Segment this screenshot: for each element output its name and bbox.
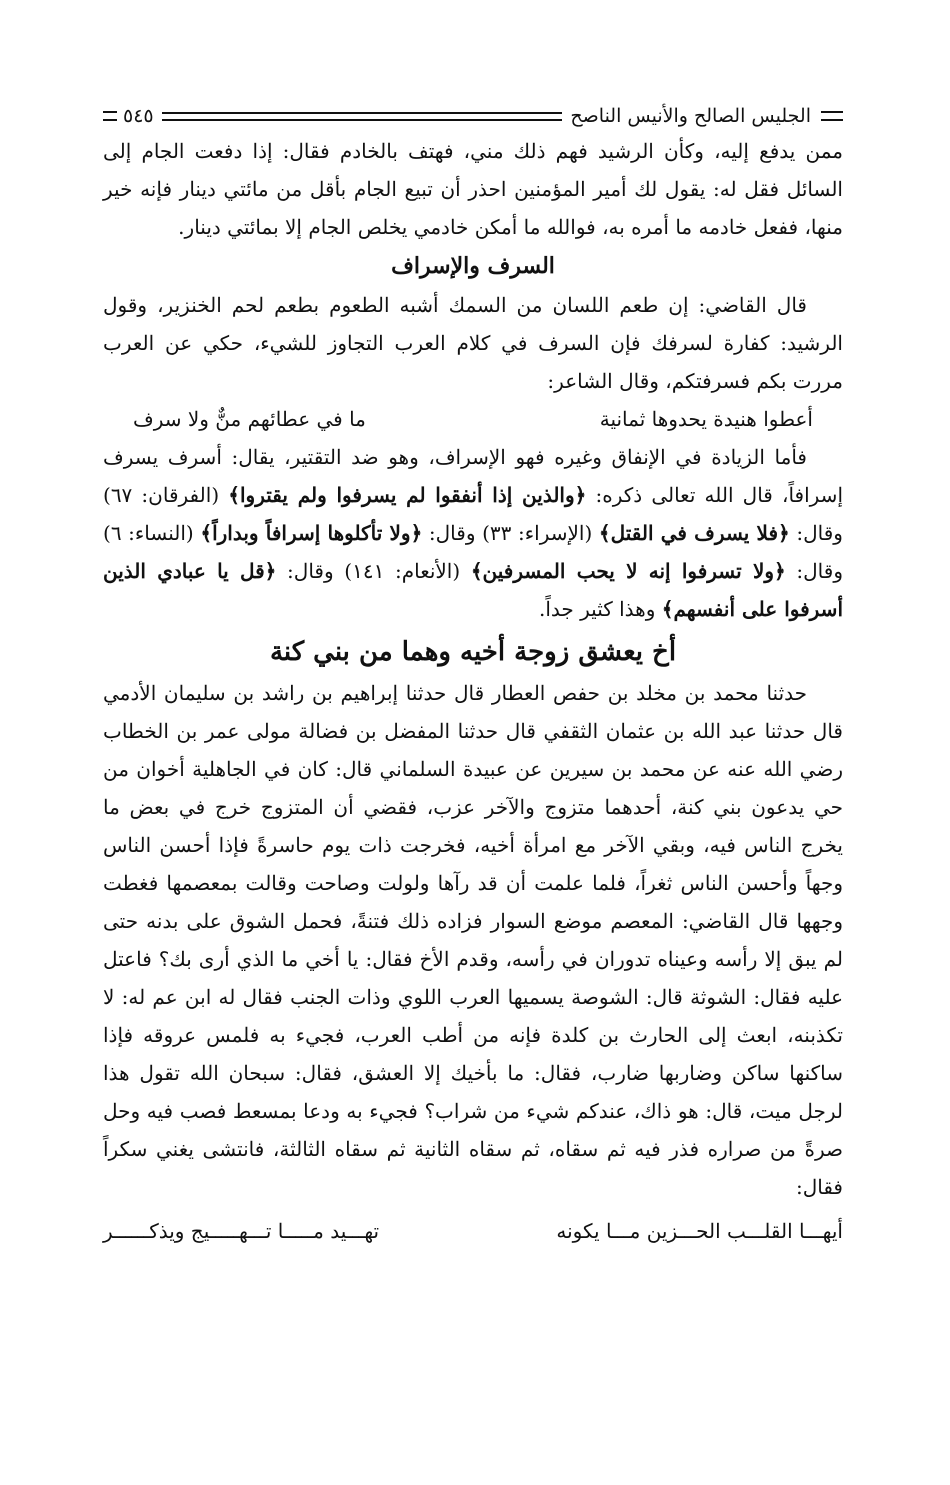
quran-quote-2: ﴿فلا يسرف في القتل﴾ xyxy=(598,521,790,545)
p3-text-6: وهذا كثير جداً. xyxy=(538,597,662,621)
p3-text-1: فأما الزيادة في الإنفاق وغيره فهو الإسراف، وهو ضد التقتير، يقال: أسرف يسرف إسرافاً، قال الله تعالى ذكره: xyxy=(103,445,843,507)
quran-quote-4: ﴿ولا تسرفوا إنه لا يحب المسرفين﴾ xyxy=(470,559,786,583)
verse-2 xyxy=(103,1206,843,1250)
paragraph-2: قال القاضي: إن طعم اللسان من السمك أشبه الطعوم بطعم لحم الخنزير، وقول الرشيد: كفارة لسرفك فإن السرف في كلام العرب التجاوز للشيء، حكي عن العرب مررت بكم فسرفتكم، وقال الشاعر: xyxy=(103,293,843,393)
page-number: ٥٤٥ xyxy=(123,105,154,127)
header-ornament-right xyxy=(821,111,843,121)
section-title-2: أخ يعشق زوجة أخيه وهما من بني كنة xyxy=(269,637,677,667)
p3-text-5: (الأنعام: ١٤١) وقال: xyxy=(276,559,471,583)
section-title-1: السرف والإسراف xyxy=(391,253,555,279)
header-ornament-left xyxy=(103,111,117,121)
quran-quote-5: ﴿قل يا عبادي الذين أسرفوا على أنفسهم﴾ xyxy=(103,559,843,621)
paragraph-1: ممن يدفع إليه، وكأن الرشيد فهم ذلك مني، فهتف بالخادم فقال: إذا دفعت الجام إلى السائل فقل له: يقول لك أمير المؤمنين احذر أن تبيع الجام بأقل من مائتي دينار فإنه خير منها، ففعل خادمه ما أمره به، فوالله ما أمكن خادمي يخلص الجام إلا بمائتي دينار. xyxy=(103,139,843,239)
verse-2-first-hemistich: أيهـــا القلـــب الحـــزين مـــا يكونه xyxy=(556,1219,843,1243)
running-header xyxy=(103,100,843,132)
book-title: الجليس الصالح والأنيس الناصح xyxy=(570,105,811,127)
paragraph-3 xyxy=(103,438,843,628)
verse-1-second-hemistich: ما في عطائهم منٌّ ولا سرف xyxy=(133,407,366,431)
page xyxy=(103,100,843,1460)
verse-1 xyxy=(103,400,843,438)
p3-text-4: (النساء: ٦) وقال: xyxy=(103,521,843,583)
quran-quote-3: ﴿ولا تأكلوها إسرافاً وبداراً﴾ xyxy=(200,521,423,545)
p3-text-2: (الفرقان: ٦٧) وقال: xyxy=(103,483,843,545)
paragraph-4: حدثنا محمد بن مخلد بن حفص العطار قال حدثنا إبراهيم بن راشد بن سليمان الأدمي قال حدثنا عبد الله بن عثمان الثقفي قال حدثنا المفضل بن فضالة مولى عمر بن الخطاب رضي الله عنه عن محمد بن سيرين عن عبيدة السلماني قال: كان في الجاهلية أخوان من حي يدعون بني كنة، أحدهما متزوج والآخر عزب، فقضي أن المتزوج خرج في بعض ما يخرج الناس فيه، وبقي الآخر مع امرأة أخيه، فخرجت ذات يوم حاسرةً فإذا أحسن الناس وجهاً وأحسن الناس ثغراً، فلما علمت أن قد رآها ولولت وصاحت وقالت بمعصمها فغطت وجهها قال القاضي: المعصم موضع السوار فزاده ذلك فتنةً، فحمل الشوق على بدنه حتى لم يبق إلا رأسه وعيناه تدوران في رأسه، وقدم الأخ فقال: يا أخي ما الذي أرى بك؟ فاعتل عليه فقال: الشوثة قال: الشوصة يسميها العرب اللوي وذات الجنب فقال له ابن عم له: لا تكذبنه، ابعث إلى الحارث بن كلدة فإنه من أطب العرب، فجيء به فلمس عروقه فإذا ساكنها ساكن وضاربها ضارب، فقال: ما بأخيك إلا العشق، فقال: سبحان الله تقول هذا لرجل ميت، قال: هو ذاك، عندكم شيء من شراب؟ فجيء به ودعا بمسعط فصب فيه وحل صرةً من صراره فذر فيه ثم سقاه، ثم سقاه الثانية ثم سقاه الثالثة، فانتشى يغني سكراً فقال: xyxy=(103,681,843,1199)
header-rule xyxy=(162,112,563,121)
verse-1-first-hemistich: أعطوا هنيدة يحدوها ثمانية xyxy=(599,407,813,431)
p3-text-3: (الإسراء: ٣٣) وقال: xyxy=(422,521,599,545)
quran-quote-1: ﴿والذين إذا أنفقوا لم يسرفوا ولم يقتروا﴾ xyxy=(228,483,587,507)
verse-2-second-hemistich: تهـــيد مـــــا تـــهـــــيج ويذكــــــر xyxy=(103,1219,380,1243)
